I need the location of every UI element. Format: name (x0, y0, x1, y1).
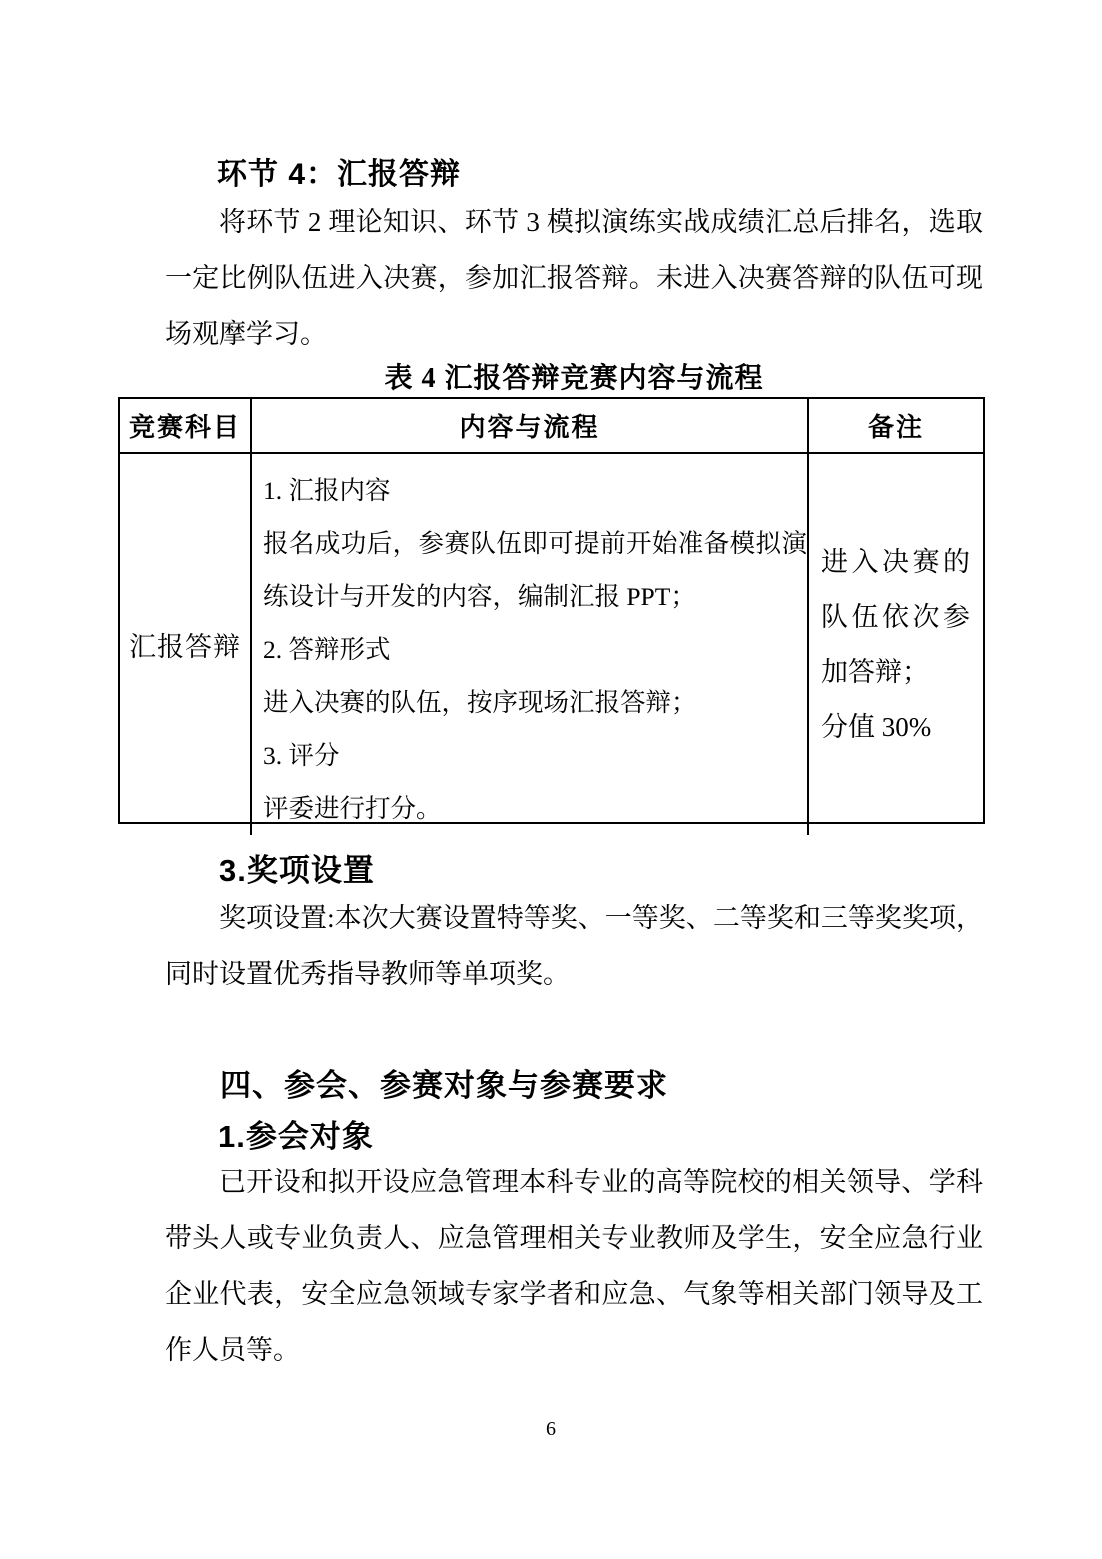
attendees-paragraph (165, 1154, 983, 1378)
content-line: 3. 评分 (263, 741, 340, 770)
paragraph-line: 企业代表，安全应急领域专家学者和应急、气象等相关部门领导及工 (165, 1279, 983, 1309)
cell-subject: 汇报答辩 (120, 454, 252, 835)
attendees-heading: 1.参会对象 (218, 1119, 374, 1154)
header-cell-remark: 备注 (809, 399, 983, 454)
remark-line: 加答辩； (821, 656, 929, 687)
page-number: 6 (546, 1418, 556, 1440)
content-line: 1. 汇报内容 (263, 476, 391, 505)
paragraph-line: 同时设置优秀指导教师等单项奖。 (165, 959, 570, 989)
remark-line: 分值 30% (821, 711, 932, 742)
cell-content (252, 454, 809, 835)
remark-line: 进入决赛的 (821, 546, 970, 577)
content-line: 进入决赛的队伍，按序现场汇报答辩； (263, 688, 697, 717)
content-line: 2. 答辩形式 (263, 635, 391, 664)
report-defense-table (118, 397, 985, 824)
header-cell-content: 内容与流程 (252, 399, 809, 454)
paragraph-line: 作人员等。 (165, 1335, 300, 1365)
paragraph-line: 奖项设置:本次大赛设置特等奖、一等奖、二等奖和三等奖奖项， (219, 903, 983, 933)
awards-paragraph (165, 890, 983, 1002)
stage4-paragraph (165, 194, 983, 362)
cell-remark (809, 454, 983, 835)
content-line: 评委进行打分。 (263, 794, 442, 823)
paragraph-line: 一定比例队伍进入决赛，参加汇报答辩。未进入决赛答辩的队伍可现 (165, 263, 983, 293)
paragraph-line: 带头人或专业负责人、应急管理相关专业教师及学生，安全应急行业 (165, 1223, 983, 1253)
awards-heading: 3.奖项设置 (219, 853, 375, 888)
stage4-heading: 环节 4：汇报答辩 (217, 158, 462, 191)
header-cell-subject: 竞赛科目 (120, 399, 252, 454)
section4-heading: 四、参会、参赛对象与参赛要求 (220, 1068, 668, 1103)
table-caption: 表 4 汇报答辩竞赛内容与流程 (384, 363, 764, 394)
paragraph-line: 将环节 2 理论知识、环节 3 模拟演练实战成绩汇总后排名，选取 (219, 207, 983, 237)
paragraph-line: 已开设和拟开设应急管理本科专业的高等院校的相关领导、学科 (219, 1167, 983, 1197)
content-line: 报名成功后，参赛队伍即可提前开始准备模拟演 (263, 529, 807, 558)
remark-line: 队伍依次参 (821, 601, 970, 632)
paragraph-line: 场观摩学习。 (165, 319, 327, 349)
content-line: 练设计与开发的内容，编制汇报 PPT； (263, 582, 696, 611)
